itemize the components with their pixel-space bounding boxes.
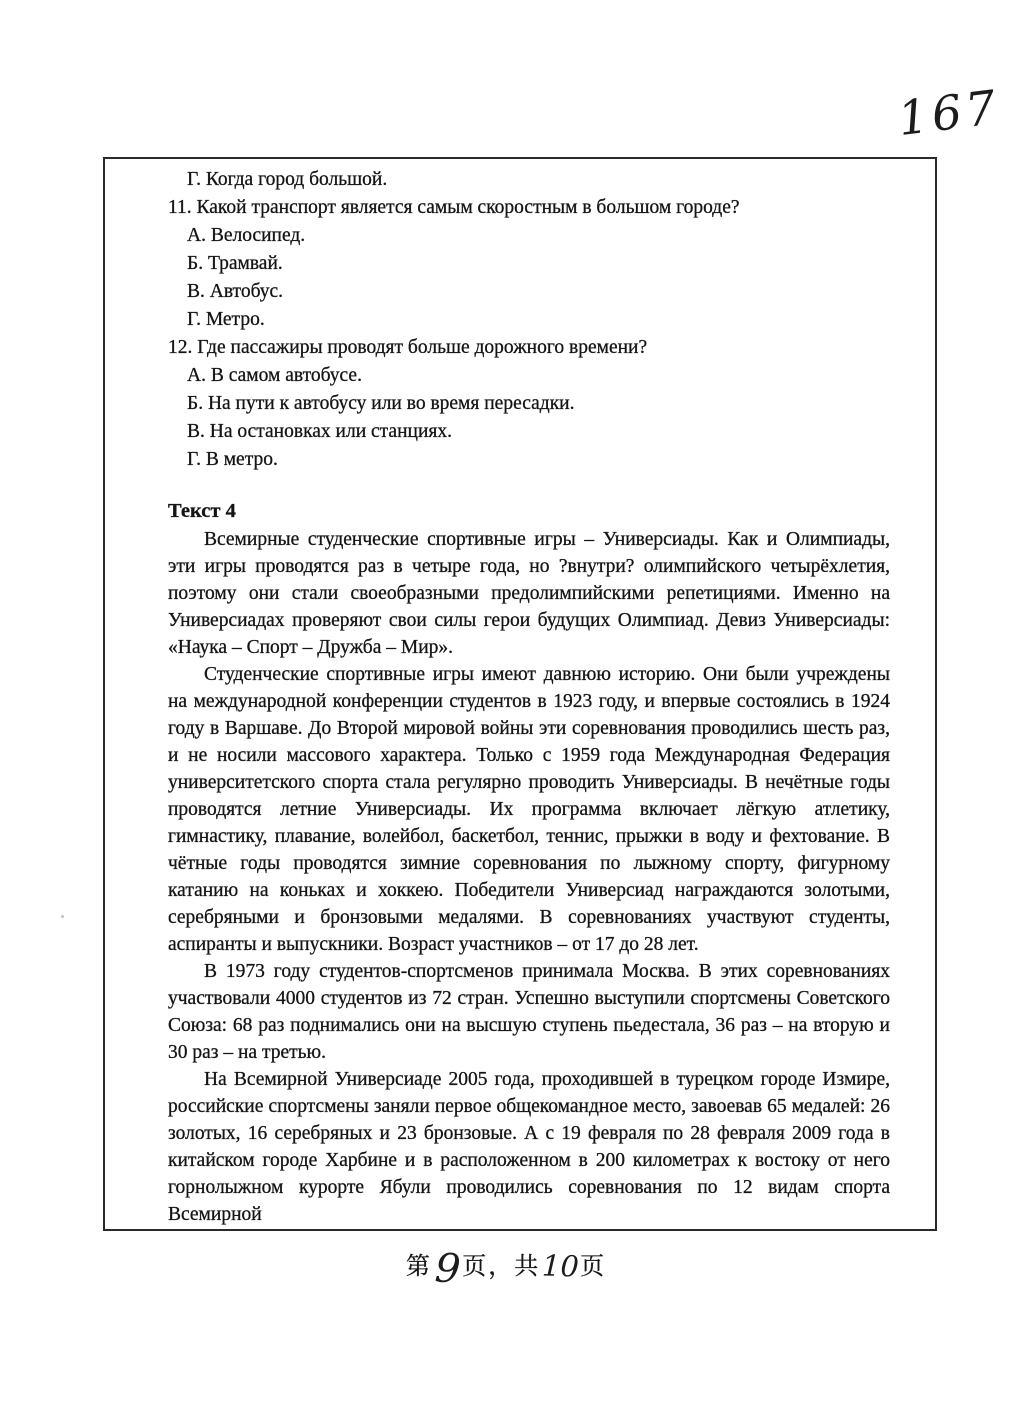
page-footer	[0, 1246, 1012, 1292]
question-12-option-b: Б. На пути к автобусу или во время пересадки.	[187, 393, 575, 414]
question-12-text: Где пассажиры проводят больше дорожного времени?	[197, 337, 648, 358]
question-11-text: Какой транспорт является самым скоростным в большом городе?	[196, 197, 740, 218]
question-12-line	[168, 334, 890, 362]
footer-middle: 页，共	[462, 1254, 541, 1280]
question-11-option-a: А. Велосипед.	[187, 225, 306, 246]
handwritten-total-pages: 10	[541, 1248, 580, 1284]
scan-artifact-speck	[61, 915, 64, 918]
footer-suffix: 页	[580, 1254, 607, 1280]
question-11-option-v: В. Автобус.	[187, 281, 284, 302]
question-11-line	[168, 194, 890, 222]
text-4-paragraph-1: Всемирные студенческие спортивные игры – Универсиады. Как и Олимпиады, эти игры проводятся раз в четыре года, но ?внутри? олимпийского четырёхлетия, поэтому они стали своеобразными предолимпийскими репетициями. Именно на Универсиадах проверяют свои силы герои будущих Олимпиад. Девиз Универсиады: «Наука – Спорт – Дружба – Мир».	[168, 529, 890, 658]
text-4-paragraph-2: Студенческие спортивные игры имеют давнюю историю. Они были учреждены на международной конференции студентов в 1923 году, и впервые состоялись в 1924 году в Варшаве. До Второй мировой войны эти соревнования проводились шесть раз, и не носили массового характера. Только с 1959 года Международная Федерация университетского спорта стала регулярно проводить Универсиады. В нечётные годы проводятся летние Универсиады. Их программа включает лёгкую атлетику, гимнастику, плавание, волейбол, баскетбол, теннис, прыжки в воду и фехтование. В чётные годы проводятся зимние соревнования по лыжному спорту, фигурному катанию на коньках и хоккею. Победители Универсиад награждаются золотыми, серебряными и бронзовыми медалями. В соревнованиях участвуют студенты, аспиранты и выпускники. Возраст участников – от 17 до 28 лет.	[168, 664, 890, 955]
text-4-paragraph-3: В 1973 году студентов-спортсменов принимала Москва. В этих соревнованиях участвовали 4000 студентов из 72 стран. Успешно выступили спортсмены Советского Союза: 68 раз поднимались они на высшую ступень пьедестала, 36 раз – на вторую и 30 раз – на третью.	[168, 961, 890, 1063]
handwritten-corner-page-number: 167	[895, 80, 1003, 147]
orphan-option-line: Г. Когда город большой.	[187, 169, 388, 190]
text-4-paragraph-4: На Всемирной Универсиаде 2005 года, проходившей в турецком городе Измире, российские спортсмены заняли первое общекомандное место, завоевав 65 медалей: 26 золотых, 16 серебряных и 23 бронзовые. А с 19 февраля по 28 февраля 2009 года в китайском городе Харбине и в расположенном в 200 километрах к востоку от него горнолыжном курорте Ябули проводились соревнования по 12 видам спорта Всемирной	[168, 1069, 890, 1225]
footer-prefix: 第	[405, 1254, 432, 1280]
question-11-option-g: Г. Метро.	[187, 309, 265, 330]
question-12-number: 12.	[168, 337, 193, 358]
test-content-box	[103, 157, 937, 1231]
question-11-number: 11.	[168, 197, 192, 218]
question-12-option-a: А. В самом автобусе.	[187, 365, 362, 386]
question-12-option-g: Г. В метро.	[187, 449, 278, 470]
question-11-option-b: Б. Трамвай.	[187, 253, 283, 274]
handwritten-page-number: 9	[433, 1245, 462, 1293]
question-12-option-v: В. На остановках или станциях.	[187, 421, 452, 442]
text-4-heading: Текст 4	[168, 500, 236, 522]
